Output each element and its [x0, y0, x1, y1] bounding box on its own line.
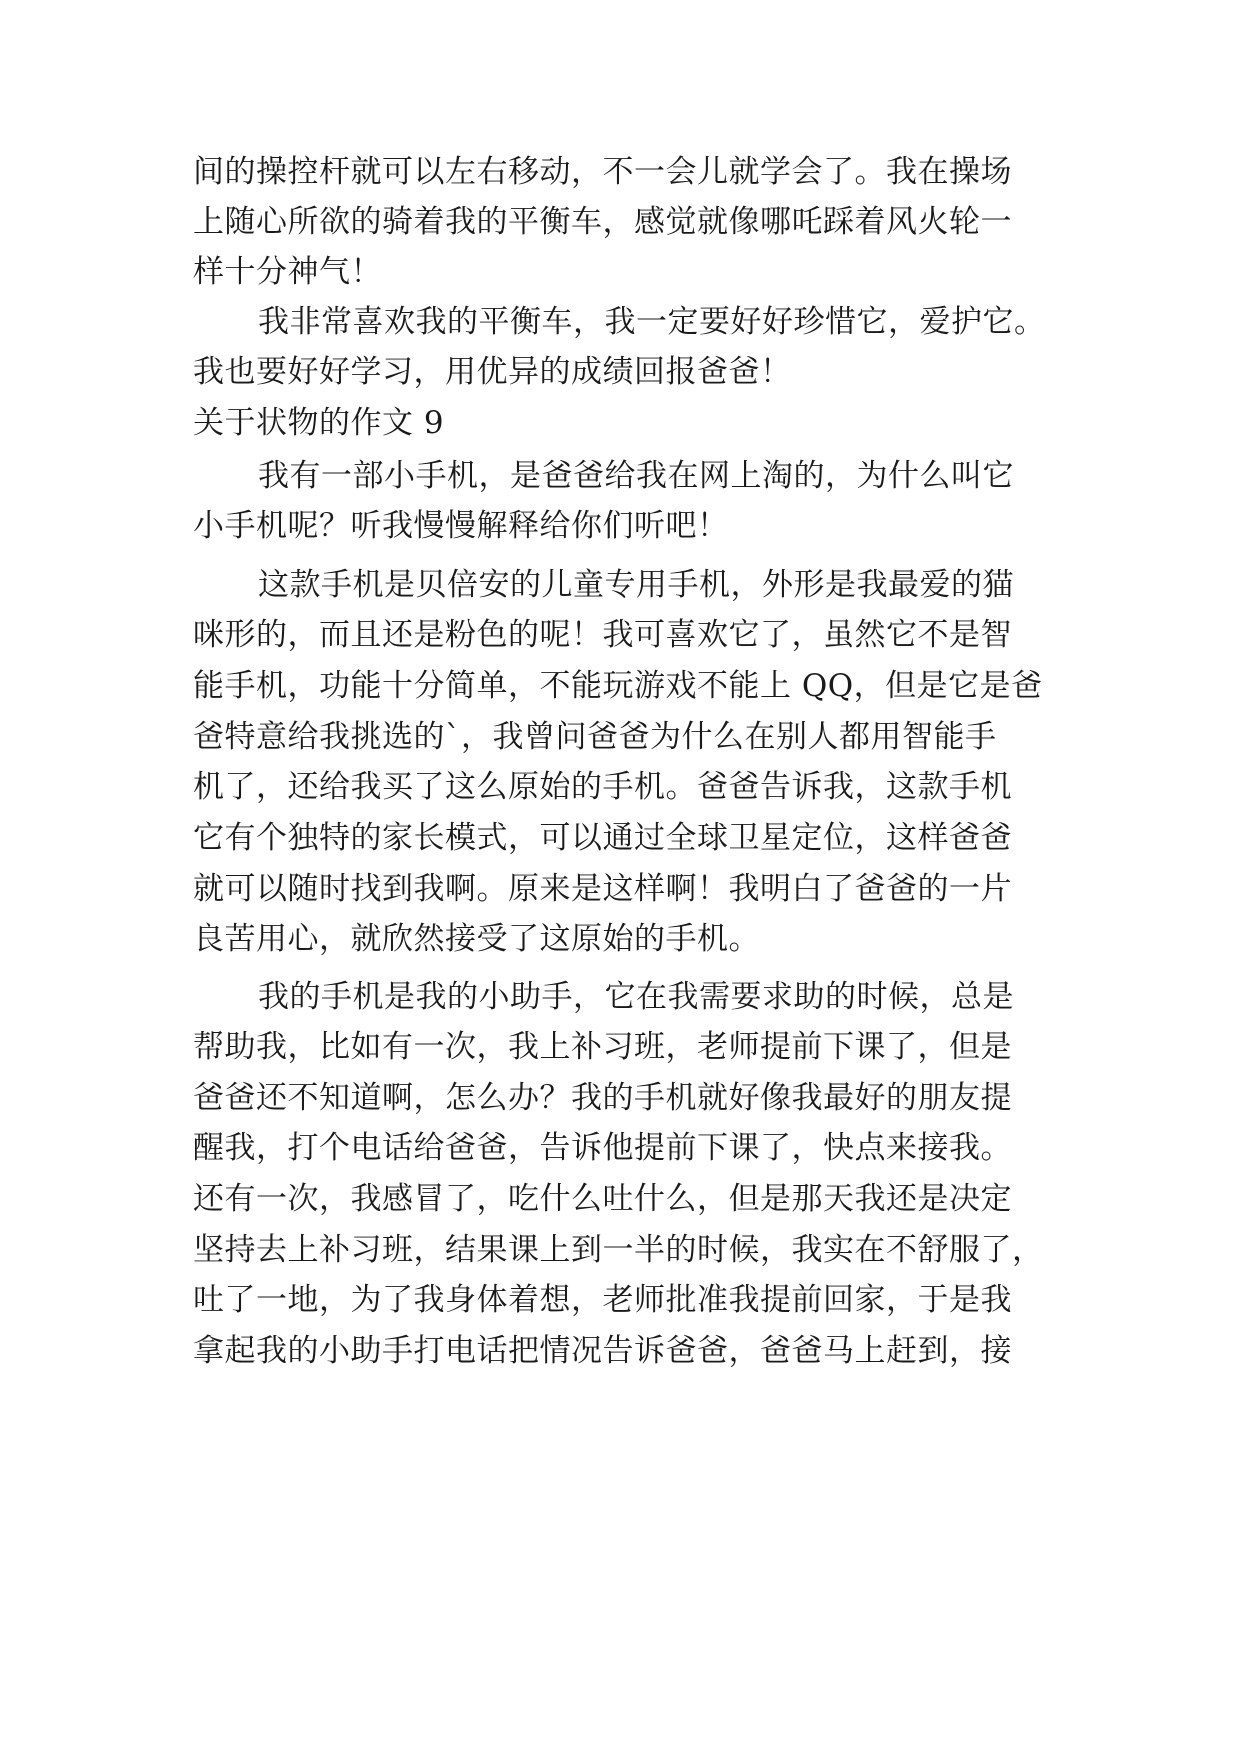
- text-line: 就可以随时找到我啊。原来是这样啊！我明白了爸爸的一片: [193, 871, 1012, 907]
- text-line: 还有一次，我感冒了，吃什么吐什么，但是那天我还是决定: [193, 1181, 1012, 1217]
- text-line: 上随心所欲的骑着我的平衡车，感觉就像哪吒踩着风火轮一: [193, 204, 1012, 240]
- paragraph-first-line: 我有一部小手机，是爸爸给我在网上淘的，为什么叫它: [258, 458, 1014, 494]
- text-line: 咪形的，而且还是粉色的呢！我可喜欢它了，虽然它不是智: [193, 617, 1012, 653]
- essay-heading: 关于状物的作文 9: [193, 405, 445, 441]
- text-line: 小手机呢？听我慢慢解释给你们听吧！: [193, 508, 729, 544]
- text-line: 爸爸还不知道啊，怎么办？我的手机就好像我最好的朋友提: [193, 1080, 1012, 1116]
- text-line: 拿起我的小助手打电话把情况告诉爸爸，爸爸马上赶到，接: [193, 1333, 1012, 1369]
- text-line: 吐了一地，为了我身体着想，老师批准我提前回家，于是我: [193, 1282, 1012, 1318]
- text-line: 样十分神气！: [193, 254, 382, 290]
- text-line: 爸特意给我挑选的`，我曾问爸爸为什么在别人都用智能手: [193, 719, 997, 755]
- paragraph-first-line: 我非常喜欢我的平衡车，我一定要好好珍惜它，爱护它。: [258, 304, 1046, 340]
- text-line: 间的操控杆就可以左右移动，不一会儿就学会了。我在操场: [193, 154, 1012, 190]
- paragraph-first-line: 我的手机是我的小助手，它在我需要求助的时候，总是: [258, 979, 1014, 1015]
- text-line: 坚持去上补习班，结果课上到一半的时候，我实在不舒服了，: [193, 1232, 1044, 1268]
- text-line: 帮助我，比如有一次，我上补习班，老师提前下课了，但是: [193, 1029, 1012, 1065]
- text-line: 它有个独特的家长模式，可以通过全球卫星定位，这样爸爸: [193, 820, 1012, 856]
- text-line: 能手机，功能十分简单，不能玩游戏不能上 QQ，但是它是爸: [193, 668, 1043, 704]
- text-line: 机了，还给我买了这么原始的手机。爸爸告诉我，这款手机: [193, 769, 1012, 805]
- text-line: 良苦用心，就欣然接受了这原始的手机。: [193, 921, 760, 957]
- text-line: 醒我，打个电话给爸爸，告诉他提前下课了，快点来接我。: [193, 1130, 1012, 1166]
- paragraph-first-line: 这款手机是贝倍安的儿童专用手机，外形是我最爱的猫: [258, 567, 1014, 603]
- text-line: 我也要好好学习，用优异的成绩回报爸爸！: [193, 354, 792, 390]
